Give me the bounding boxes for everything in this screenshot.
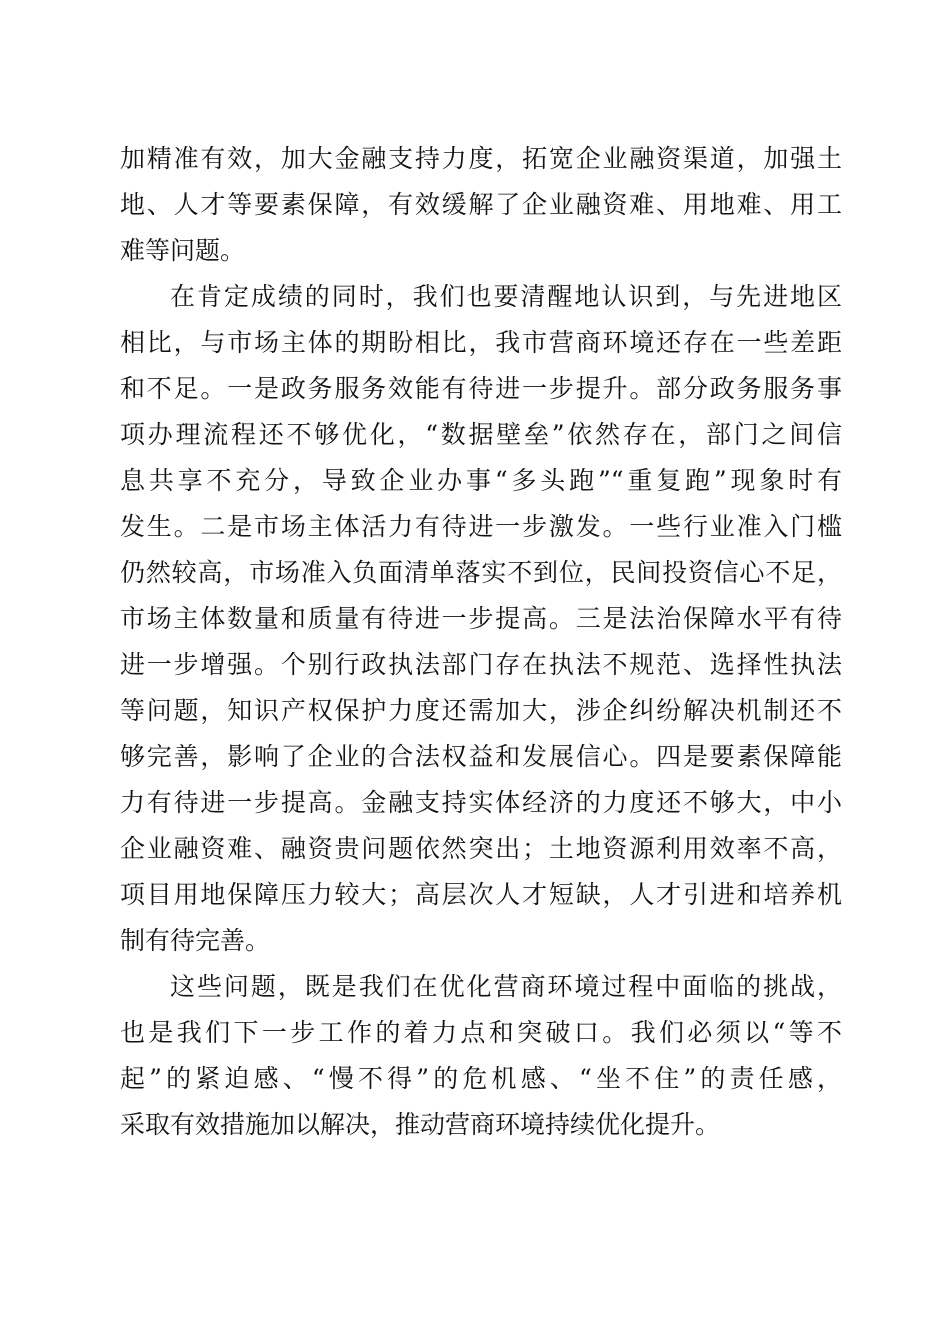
- body-text: [120, 136, 842, 1148]
- text-line: 起”的紧迫感、“慢不得”的危机感、“坐不住”的责任感，: [120, 1064, 842, 1093]
- text-line: 加精准有效，加大金融支持力度，拓宽企业融资渠道，加强土: [120, 144, 842, 173]
- text-line: 息共享不充分，导致企业办事“多头跑”“重复跑”现象时有: [120, 466, 842, 495]
- text-line: 市场主体数量和质量有待进一步提高。三是法治保障水平有待: [120, 604, 842, 633]
- text-line: 项办理流程还不够优化，“数据壁垒”依然存在，部门之间信: [120, 420, 842, 449]
- text-line: 难等问题。: [120, 236, 246, 265]
- text-line: 在肯定成绩的同时，我们也要清醒地认识到，与先进地区: [170, 282, 842, 311]
- text-line: 力有待进一步提高。金融支持实体经济的力度还不够大，中小: [120, 788, 842, 817]
- text-line: 也是我们下一步工作的着力点和突破口。我们必须以“等不: [120, 1018, 842, 1047]
- text-line: 制有待完善。: [120, 926, 271, 955]
- text-line: 够完善，影响了企业的合法权益和发展信心。四是要素保障能: [120, 742, 842, 771]
- text-line: 发生。二是市场主体活力有待进一步激发。一些行业准入门槛: [120, 512, 842, 541]
- text-line: 项目用地保障压力较大；高层次人才短缺，人才引进和培养机: [120, 880, 842, 909]
- text-line: 进一步增强。个别行政执法部门存在执法不规范、选择性执法: [120, 650, 842, 679]
- text-line: 等问题，知识产权保护力度还需加大，涉企纠纷解决机制还不: [120, 696, 842, 725]
- text-line: 采取有效措施加以解决，推动营商环境持续优化提升。: [120, 1110, 721, 1139]
- text-line: 这些问题，既是我们在优化营商环境过程中面临的挑战，: [170, 972, 842, 1001]
- text-line: 仍然较高，市场准入负面清单落实不到位，民间投资信心不足，: [120, 558, 842, 587]
- text-line: 企业融资难、融资贵问题依然突出；土地资源利用效率不高，: [120, 834, 842, 863]
- text-line: 和不足。一是政务服务效能有待进一步提升。部分政务服务事: [120, 374, 842, 403]
- text-line: 相比，与市场主体的期盼相比，我市营商环境还存在一些差距: [120, 328, 842, 357]
- text-line: 地、人才等要素保障，有效缓解了企业融资难、用地难、用工: [120, 190, 842, 219]
